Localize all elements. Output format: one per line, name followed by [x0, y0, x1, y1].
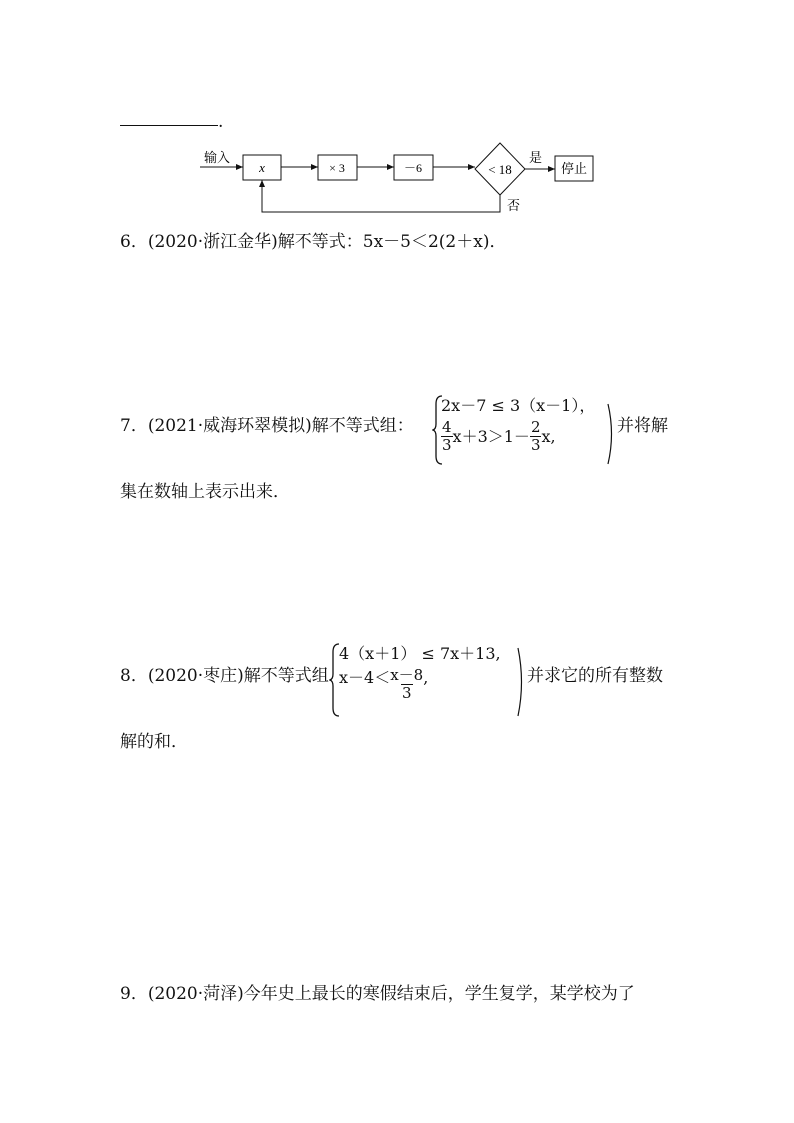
q7-inequality-2-mid: x＋3＞1－ — [452, 426, 530, 446]
q7-inequality-2 — [441, 420, 556, 453]
flow-box-mul-label: × 3 — [329, 161, 345, 175]
q7-fraction-2-num: 2 — [530, 418, 541, 436]
q8-right-paren — [516, 646, 526, 718]
q8-inequality-2-left: x－4＜ — [339, 667, 391, 687]
q7-fraction-1-den: 3 — [442, 435, 452, 454]
flow-box-x-label: x — [259, 160, 265, 175]
flowchart — [0, 0, 794, 230]
q7-fraction-1-num: 4 — [442, 418, 452, 436]
flow-box-sub-label: －6 — [403, 161, 423, 175]
flow-loop-line — [262, 180, 500, 212]
q7-fraction-2 — [530, 420, 542, 453]
q8-inequality-2-tail: , — [423, 667, 429, 687]
q8-fraction-den: 3 — [401, 683, 412, 702]
blank-period: . — [218, 112, 224, 132]
q8-inequality-2 — [339, 668, 428, 701]
q8-inequality-1: 4（x＋1） ≤ 7x＋13, — [339, 644, 501, 663]
q8-fraction — [390, 668, 423, 701]
q7-right-paren — [606, 402, 616, 466]
flow-input-label: 输入 — [204, 150, 231, 165]
q7-inequality-1: 2x－7 ≤ 3（x－1）， — [441, 396, 596, 415]
q8-fraction-num: x－8 — [390, 666, 424, 684]
q7-fraction-2-den: 3 — [530, 435, 541, 454]
question-9: 9．(2020·菏泽)今年史上最长的寒假结束后，学生复学，某学校为了 — [120, 984, 635, 1004]
question-8-prefix: 8．(2020·枣庄)解不等式组 — [120, 666, 329, 686]
question-6: 6．(2020·浙江金华)解不等式：5x－5＜2(2＋x)． — [120, 232, 507, 252]
flow-no-label: 否 — [507, 198, 521, 213]
flow-diamond-label: < 18 — [488, 162, 512, 177]
flow-stop-label: 停止 — [560, 161, 588, 176]
question-7-suffix: 并将解 — [617, 416, 668, 436]
question-8-continuation: 解的和． — [120, 732, 188, 752]
question-7-continuation: 集在数轴上表示出来． — [120, 482, 290, 502]
question-8-suffix: 并求它的所有整数 — [527, 666, 663, 686]
q7-inequality-2-tail: x, — [541, 426, 556, 446]
q7-fraction-1 — [441, 420, 453, 453]
flow-yes-label: 是 — [529, 150, 543, 165]
question-7-prefix: 7．(2021·威海环翠模拟)解不等式组： — [120, 416, 414, 436]
